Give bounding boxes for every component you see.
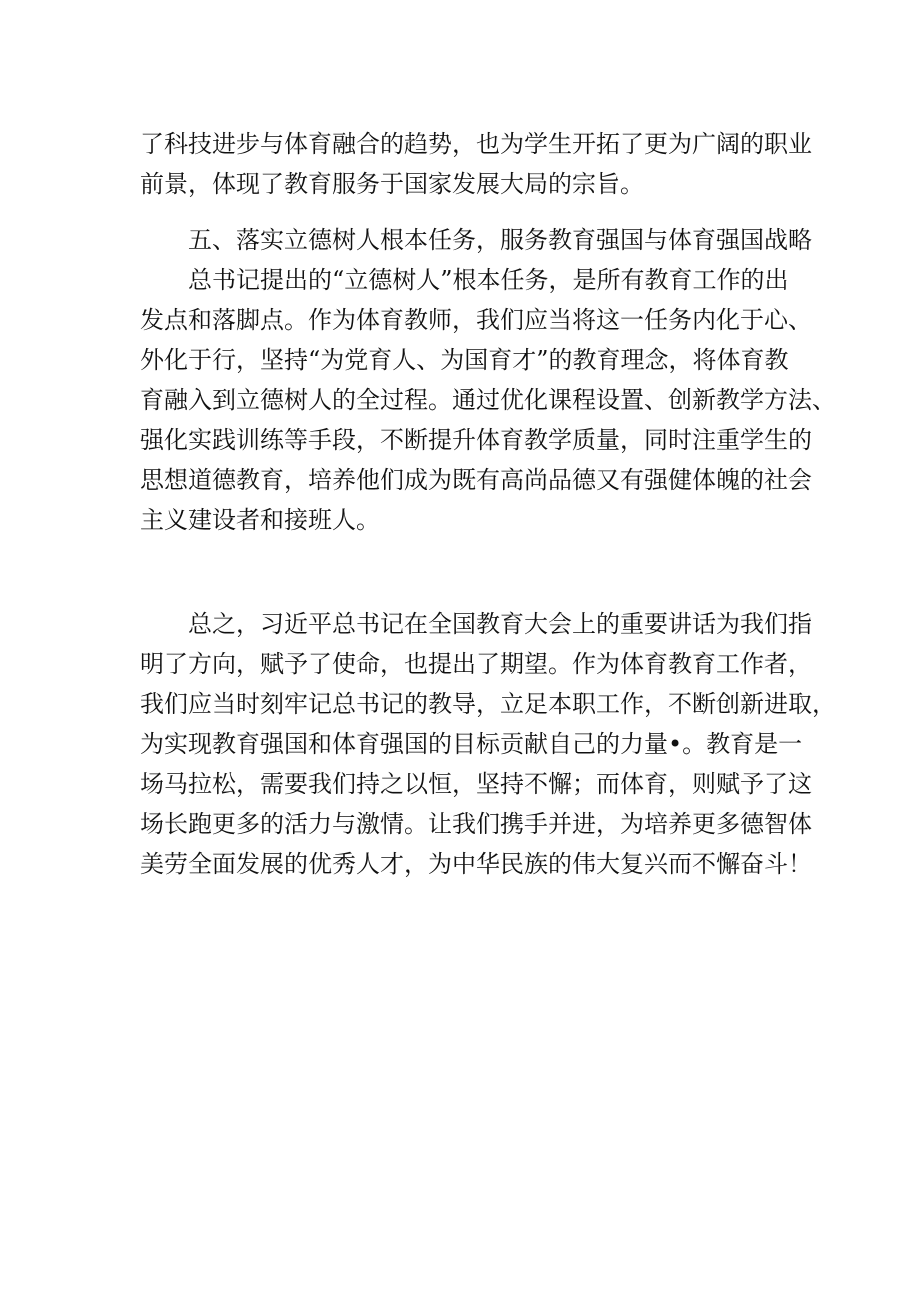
section-heading: 五、落实立德树人根本任务，服务教育强国与体育强国战略 [188,226,812,254]
paragraph-line: 外化于行，坚持“为党育人、为国育才”的教育理念，将体育教 [140,346,789,374]
paragraph-line: 场长跑更多的活力与激情。让我们携手并进，为培养更多德智体 [140,810,812,838]
section-5 [140,220,836,540]
paragraph-line: 场马拉松，需要我们持之以恒，坚持不懈；而体育，则赋予了这 [140,770,812,798]
paragraph-line: 前景，体现了教育服务于国家发展大局的宗旨。 [140,170,644,198]
paragraph-line: 我们应当时刻牢记总书记的教导，立足本职工作，不断创新进取， [140,690,836,718]
paragraph-line: 思想道德教育，培养他们成为既有高尚品德又有强健体魄的社会 [140,466,812,494]
paragraph-line: 强化实践训练等手段，不断提升体育教学质量，同时注重学生的 [140,426,812,454]
paragraph-line: 了科技进步与体育融合的趋势，也为学生开拓了更为广阔的职业 [140,130,812,158]
continuation-paragraph [140,124,812,204]
paragraph-line: 发点和落脚点。作为体育教师，我们应当将这一任务内化于心、 [140,306,812,334]
paragraph-line: 总书记提出的“立德树人”根本任务，是所有教育工作的出 [188,266,789,294]
paragraph-line: 为实现教育强国和体育强国的目标贡献自己的力量•。教育是一 [140,730,803,758]
paragraph-line: 主义建设者和接班人。 [140,506,380,534]
paragraph-line: 育融入到立德树人的全过程。通过优化课程设置、创新教学方法、 [140,386,836,414]
conclusion-paragraph [140,604,836,884]
paragraph-line: 美劳全面发展的优秀人才，为中华民族的伟大复兴而不懈奋斗！ [140,850,812,878]
paragraph-line: 明了方向，赋予了使命，也提出了期望。作为体育教育工作者， [140,650,812,678]
paragraph-line: 总之，习近平总书记在全国教育大会上的重要讲话为我们指 [188,610,812,638]
